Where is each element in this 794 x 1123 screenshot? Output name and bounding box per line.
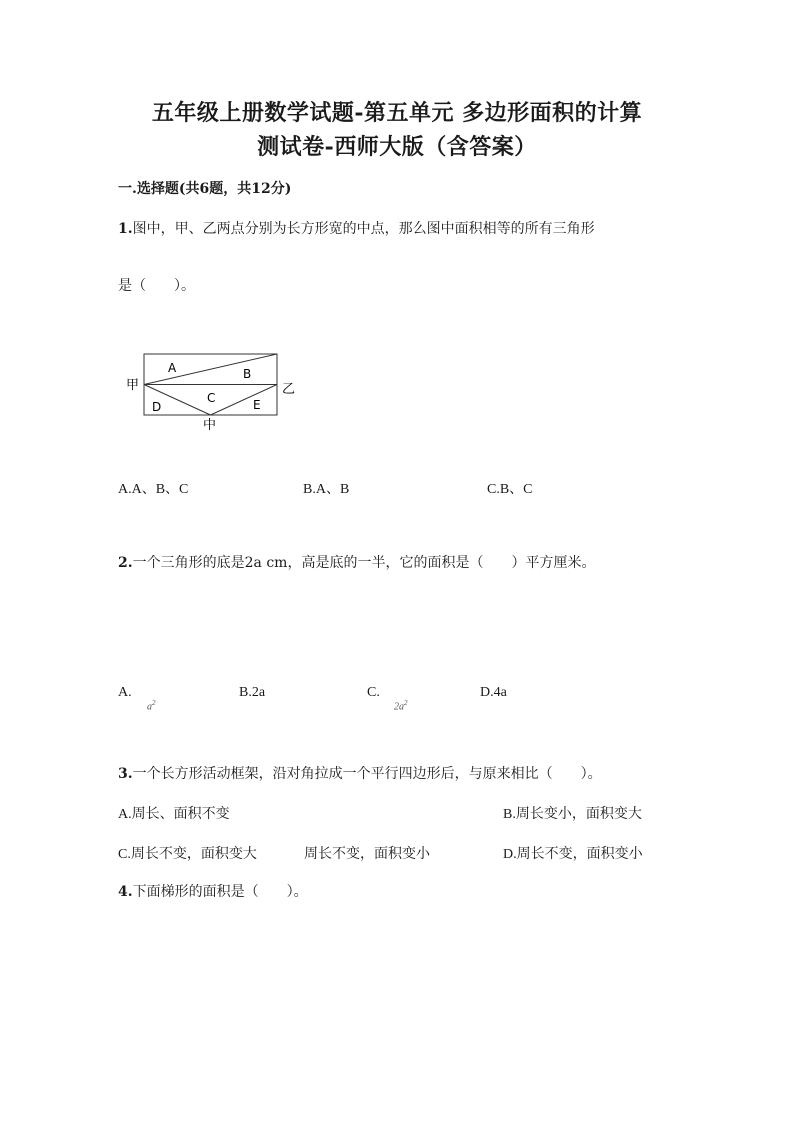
question-2-option-c[interactable]: C. xyxy=(367,685,380,700)
figure-region-a: A xyxy=(168,361,177,375)
question-3-line xyxy=(118,763,602,783)
question-3-option-c-extra: 周长不变，面积变小 xyxy=(304,847,430,862)
figure-line-yi-to-zhong xyxy=(211,385,278,416)
question-1-number: 1. xyxy=(118,221,133,237)
question-2-number: 2. xyxy=(118,555,133,571)
question-3-text: 一个长方形活动框架，沿对角拉成一个平行四边形后，与原来相比（ ）。 xyxy=(132,766,602,782)
figure-diagonal-jia-to-corner xyxy=(144,354,277,385)
formula-a-base: a xyxy=(147,701,152,713)
question-3-option-a[interactable]: A.周长、面积不变 xyxy=(118,807,230,822)
figure-label-yi: 乙 xyxy=(282,382,296,397)
question-2-option-b[interactable]: B.2a xyxy=(239,685,266,700)
question-4-number: 4. xyxy=(118,884,133,900)
figure-label-zhong: 中 xyxy=(203,418,217,433)
question-2-line xyxy=(118,552,595,572)
formula-c-exponent: 2 xyxy=(404,699,408,707)
question-3-option-d[interactable]: D.周长不变，面积变小 xyxy=(503,847,643,862)
figure-region-b: B xyxy=(243,367,252,381)
formula-c-base: 2a xyxy=(394,701,404,713)
figure-region-c: C xyxy=(207,391,216,405)
question-3-number: 3. xyxy=(118,766,133,782)
question-1-line-1 xyxy=(118,218,595,238)
figure-label-jia: 甲 xyxy=(126,378,140,393)
formula-a-exponent: 2 xyxy=(152,699,156,707)
worksheet-title-line-1: 五年级上册数学试题-第五单元 多边形面积的计算 xyxy=(151,100,643,126)
question-2-text: 一个三角形的底是2a cm，高是底的一半，它的面积是（ ）平方厘米。 xyxy=(132,555,596,571)
worksheet-title-line-2: 测试卷-西师大版（含答案） xyxy=(257,134,537,160)
question-2-option-a[interactable]: A. xyxy=(118,685,132,700)
question-1-option-c[interactable]: C.B、C xyxy=(487,482,533,497)
question-1-text-line-1: 图中，甲、乙两点分别为长方形宽的中点，那么图中面积相等的所有三角形 xyxy=(132,221,595,237)
question-3-option-b[interactable]: B.周长变小，面积变大 xyxy=(503,807,642,822)
question-3-option-c[interactable]: C.周长不变，面积变大 xyxy=(118,847,257,862)
question-1-text-line-2: 是（ ）。 xyxy=(118,278,195,294)
figure-region-e: E xyxy=(253,398,261,412)
question-1-rectangle-figure xyxy=(118,348,318,438)
question-2-option-c-formula xyxy=(394,699,408,712)
question-2-option-d[interactable]: D.4a xyxy=(480,685,507,700)
section-heading-choice: 一.选择题(共6题，共12分) xyxy=(118,181,292,197)
question-1-option-b[interactable]: B.A、B xyxy=(303,482,350,497)
question-1-option-a[interactable]: A.A、B、C xyxy=(118,482,189,497)
question-4-text: 下面梯形的面积是（ ）。 xyxy=(132,884,308,900)
question-4-line xyxy=(118,881,308,901)
figure-region-d: D xyxy=(152,400,162,414)
question-2-option-a-formula xyxy=(147,699,156,712)
